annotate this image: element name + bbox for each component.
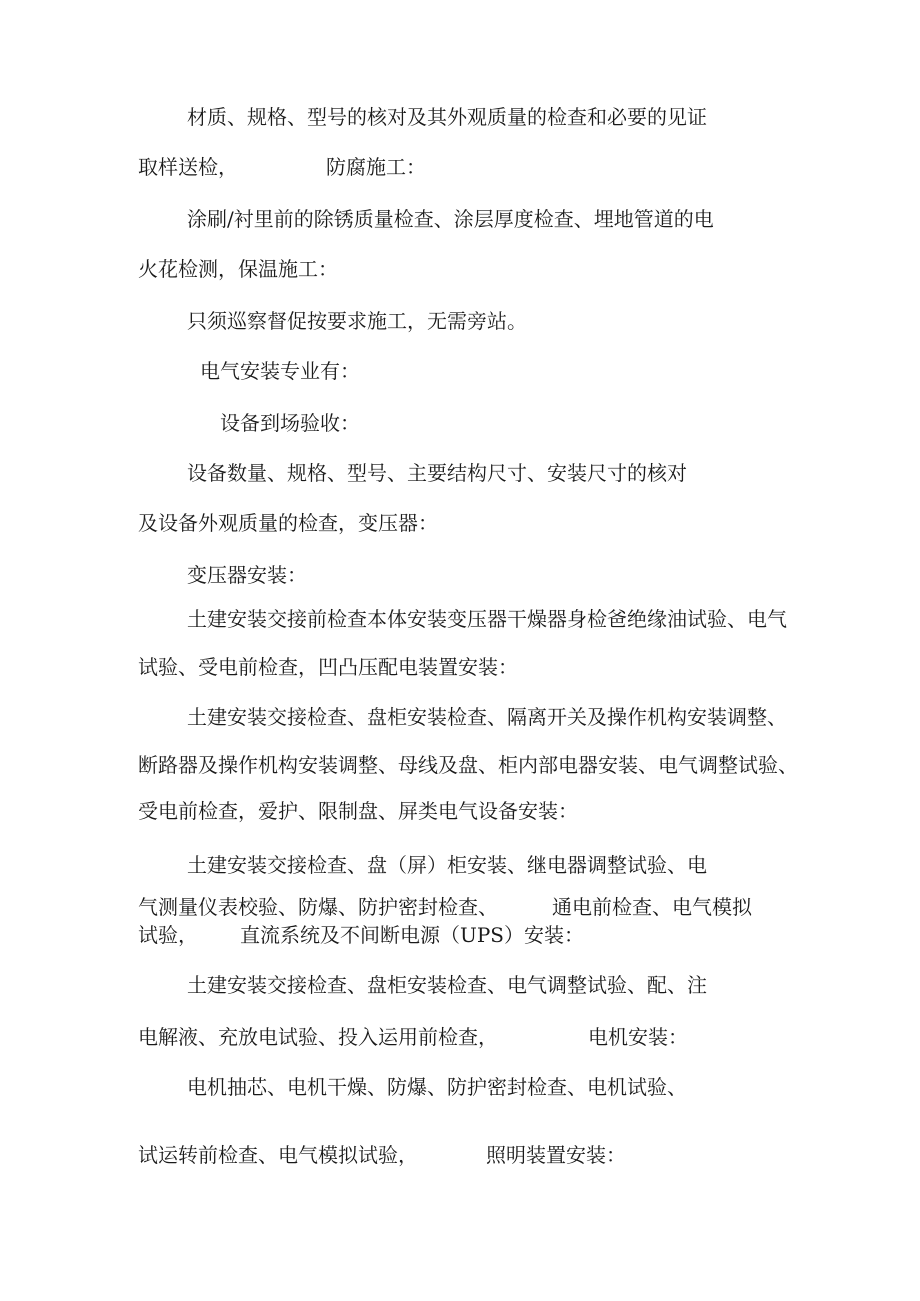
text-line: 断路器及操作机构安装调整、母线及盘、柜内部电器安装、电气调整试验、 (138, 753, 798, 777)
text-line: 土建安装交接检查、盘柜安装检查、电气调整试验、配、注 (187, 973, 707, 997)
text-line: 土建安装交接检查、盘柜安装检查、隔离开关及操作机构安装调整、 (187, 705, 787, 729)
text-line: 设备数量、规格、型号、主要结构尺寸、安装尺寸的核对 (187, 461, 687, 485)
text-line: 试验、受电前检查，凹凸压配电装置安装： (138, 655, 518, 679)
text-line: 电解液、充放电试验、投入运用前检查， (138, 1025, 498, 1049)
text-line: 电机安装： (588, 1025, 688, 1049)
text-line: 设备到场验收： (220, 411, 360, 435)
text-line: 取样送检， (138, 155, 238, 179)
text-line: 火花检测，保温施工： (138, 257, 338, 281)
text-line: 土建安装交接前检查本体安装变压器干燥器身检爸绝缘油试验、电气 (187, 607, 787, 631)
text-line: 涂刷/衬里前的除锈质量检查、涂层厚度检查、埋地管道的电 (187, 207, 714, 231)
text-line: 材质、规格、型号的核对及其外观质量的检查和必要的见证 (187, 105, 707, 129)
text-line: 防腐施工： (326, 155, 426, 179)
text-line: 及设备外观质量的检查，变压器： (138, 511, 438, 535)
text-line: 变压器安装： (187, 563, 307, 587)
text-line: 土建安装交接检查、盘（屏）柜安装、继电器调整试验、电 (187, 853, 707, 877)
text-line: 受电前检查，爱护、限制盘、屏类电气设备安装： (138, 799, 578, 823)
text-line: 试验， (138, 923, 198, 947)
text-line: 照明装置安装： (486, 1143, 626, 1167)
text-line: 气测量仪表校验、防爆、防护密封检查、 (138, 895, 498, 919)
text-line: 试运转前检查、电气模拟试验， (138, 1143, 418, 1167)
text-line: 直流系统及不间断电源（UPS）安装： (240, 923, 585, 947)
text-line: 电机抽芯、电机干燥、防爆、防护密封检查、电机试验、 (187, 1075, 687, 1099)
text-line: 只须巡察督促按要求施工，无需旁站。 (187, 309, 527, 333)
text-line: 电气安装专业有： (200, 359, 360, 383)
text-line: 通电前检查、电气模拟 (552, 895, 752, 919)
